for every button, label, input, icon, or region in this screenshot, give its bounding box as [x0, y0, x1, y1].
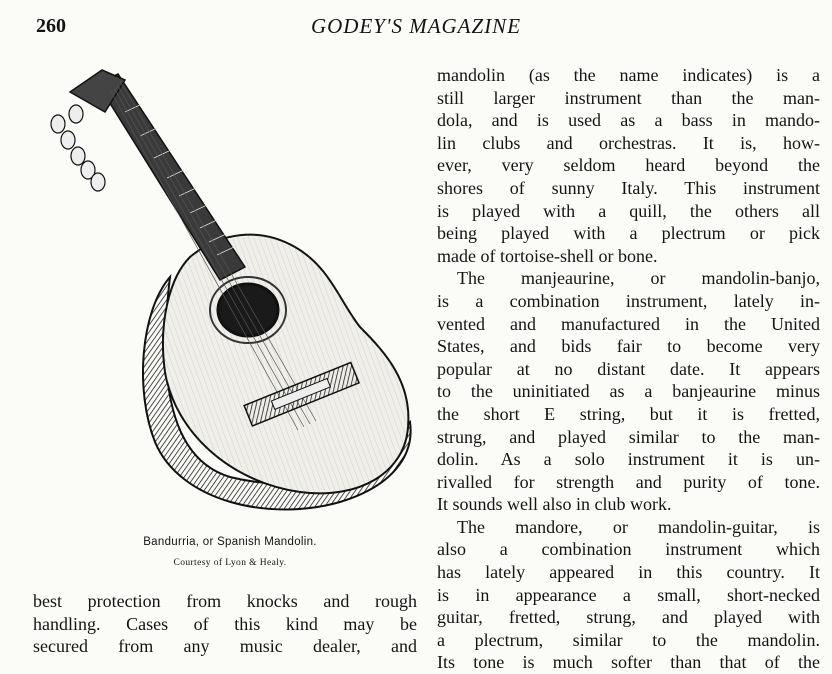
running-head: GODEY'S MAGAZINE: [310, 14, 522, 38]
text-line: lin clubs and orchestras. It is, how-: [437, 132, 820, 153]
neck: [98, 74, 245, 280]
text-line: still larger instrument than the man-: [437, 87, 820, 108]
text-line: rivalled for strength and purity of tone.: [437, 471, 820, 492]
text-line: guitar, fretted, strung, and played with: [437, 607, 820, 628]
text-line: strung, and played similar to the man-: [437, 426, 820, 447]
text-line: ever, very seldom heard beyond the: [437, 155, 820, 176]
figure-credit: Courtesy of Lyon & Healy.: [173, 558, 287, 568]
text-line: dola, and is used as a bass in mando-: [437, 110, 820, 131]
text-line: is played with a quill, the others all: [437, 200, 820, 221]
right-column-text: [437, 64, 820, 674]
text-line: secured from any music dealer, and: [33, 636, 417, 657]
left-column-text: [33, 590, 417, 658]
text-line: being played with a plectrum or pick: [437, 223, 820, 244]
tuning-pegs: [51, 105, 105, 191]
text-line: a plectrum, similar to the mandolin.: [437, 629, 820, 650]
text-line: to the uninitiated as a banjeaurine minus: [437, 381, 820, 402]
text-line: States, and bids fair to become very: [437, 336, 820, 357]
text-line: has lately appeared in this country. It: [437, 562, 820, 583]
text-line: also a combination instrument which: [437, 539, 820, 560]
text-line: the short E string, but it is fretted,: [437, 403, 820, 424]
text-line: popular at no distant date. It appears: [437, 358, 820, 379]
text-line: shores of sunny Italy. This instrument: [437, 177, 820, 198]
text-line: It sounds well also in club work.: [437, 494, 672, 515]
text-line: mandolin (as the name indicates) is a: [437, 65, 820, 85]
text-line: made of tortoise-shell or bone.: [437, 245, 658, 266]
sound-hole: [218, 284, 278, 336]
mandolin-engraving-svg: [30, 62, 430, 532]
text-line: best protection from knocks and rough: [33, 591, 417, 611]
text-line: The mandore, or mandolin-guitar, is: [457, 516, 820, 537]
text-line: Its tone is much softer than that of the: [437, 652, 820, 673]
figure-caption: Bandurria, or Spanish Mandolin.: [143, 536, 317, 548]
text-line: is a combination instrument, lately in-: [437, 290, 820, 311]
text-line: handling. Cases of this kind may be: [33, 613, 417, 634]
bandurria-illustration: [30, 62, 430, 532]
text-line: is in appearance a small, short-necked: [437, 584, 820, 605]
text-line: vented and manufactured in the United: [437, 313, 820, 334]
page-number: 260: [36, 15, 66, 37]
text-line: dolin. As a solo instrument it is un-: [437, 449, 820, 470]
text-line: The manjeaurine, or mandolin-banjo,: [457, 268, 820, 289]
